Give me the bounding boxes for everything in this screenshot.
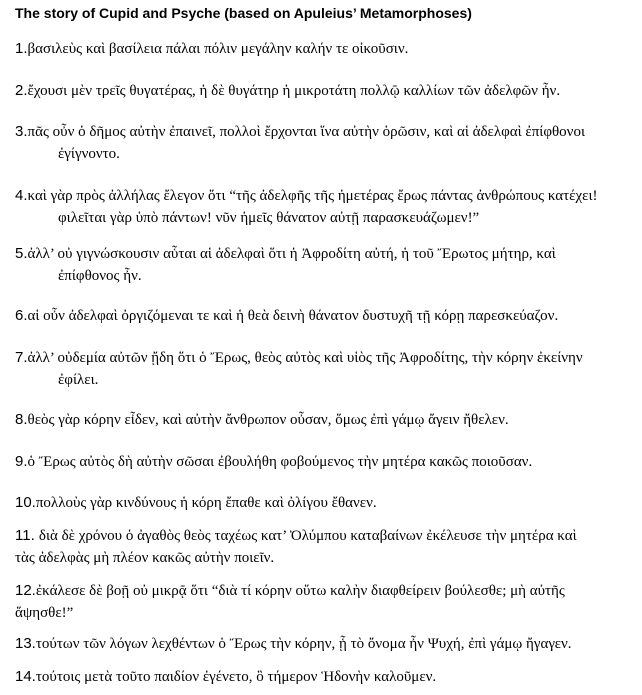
sentence-continuation: τὰς ἀδελφὰς μὴ πλέον κακῶς αὐτὴν ποιεῖν. xyxy=(15,550,275,566)
sentence-number: 5. xyxy=(15,245,28,262)
sentence-12 xyxy=(15,580,639,624)
sentence-11 xyxy=(15,525,639,569)
sentence-continuation: ἐγίγνοντο. xyxy=(58,146,120,162)
sentence-text: πᾶς οὖν ὁ δῆμος αὐτὴν ἐπαινεῖ, πολλοὶ ἔρχονται ἵνα αὐτὴν ὁρῶσιν, καὶ αἱ ἀδελφαὶ ἐπίφθονοι xyxy=(27,124,585,140)
sentence-text: βασιλεὺς καὶ βασίλεια πάλαι πόλιν μεγάλην καλήν τε οἰκοῦσιν. xyxy=(27,41,409,57)
sentence-continuation: ἐπίφθονος ἦν. xyxy=(58,268,142,284)
sentence-text: αἱ οὖν ἀδελφαὶ ὀργιζόμεναι τε καὶ ἡ θεὰ δεινὴ θάνατον δυστυχῆ τῇ κόρῃ παρεσκεύαζον. xyxy=(27,308,559,324)
sentence-8 xyxy=(15,409,639,431)
sentence-text: καὶ γὰρ πρὸς ἀλλήλας ἔλεγον ὅτι “τῆς ἀδελφῆς τῆς ἡμετέρας ἔρως πάντας ἀνθρώπους κατέχει! xyxy=(27,188,598,204)
sentence-3 xyxy=(15,121,639,165)
sentence-text: τούτοις μετὰ τοῦτο παιδίον ἐγένετο, ὃ τήμερον Ἡδονὴν καλοῦμεν. xyxy=(35,669,437,685)
sentence-13 xyxy=(15,633,639,655)
sentence-number: 12. xyxy=(15,582,36,599)
sentence-number: 7. xyxy=(15,349,28,366)
sentence-number: 2. xyxy=(15,82,28,99)
sentence-text: ἐκάλεσε δὲ βοῇ οὐ μικρᾷ ὅτι “διὰ τί κόρην οὕτω καλὴν διαφθείρειν βούλεσθε; μὴ αὐτῆς xyxy=(35,583,565,599)
sentence-text: ἀλλ’ οὐδεμία αὐτῶν ᾔδη ὅτι ὁ Ἔρως, θεὸς αὐτὸς καὶ υἱὸς τῆς Ἀφροδίτης, τὴν κόρην ἐκείνην xyxy=(27,350,583,366)
sentence-number: 9. xyxy=(15,453,28,470)
sentence-text: διὰ δὲ χρόνου ὁ ἀγαθὸς θεὸς ταχέως κατ’ Ὀλύμπου καταβαίνων ἐκέλευσε τὴν μητέρα καὶ xyxy=(38,528,577,544)
sentence-number: 3. xyxy=(15,123,28,140)
sentence-text: πολλοὺς γὰρ κινδύνους ἡ κόρη ἔπαθε καὶ ὀλίγου ἔθανεν. xyxy=(35,495,377,511)
sentence-2 xyxy=(15,80,639,102)
sentence-number: 8. xyxy=(15,411,28,428)
sentence-1 xyxy=(15,38,639,60)
sentence-continuation: ἐφίλει. xyxy=(58,372,99,388)
sentence-number: 14. xyxy=(15,668,36,685)
sentence-text: τούτων τῶν λόγων λεχθέντων ὁ Ἔρως τὴν κόρην, ᾗ τὸ ὄνομα ἦν Ψυχή, ἐπὶ γάμῳ ἤγαγεν. xyxy=(35,636,572,652)
sentence-number: 13. xyxy=(15,635,36,652)
sentence-14 xyxy=(15,666,639,688)
document-title: The story of Cupid and Psyche (based on Apuleius’ Metamorphoses) xyxy=(15,5,472,21)
sentence-text: ὁ Ἔρως αὐτὸς δὴ αὐτὴν σῶσαι ἐβουλήθη φοβούμενος τὴν μητέρα κακῶς ποιοῦσαν. xyxy=(27,454,533,470)
sentence-number: 10. xyxy=(15,494,36,511)
sentence-9 xyxy=(15,451,639,473)
sentence-7 xyxy=(15,347,639,391)
sentence-continuation: φιλεῖται γὰρ ὑπὸ πάντων! νῦν ἡμεῖς θάνατον αὐτῇ παρασκευάζωμεν!” xyxy=(58,210,480,226)
sentence-number: 6. xyxy=(15,307,28,324)
sentence-number: 11. xyxy=(15,527,39,544)
sentence-continuation: ἅψησθε!” xyxy=(15,605,74,621)
sentence-text: ἀλλ’ οὐ γιγνώσκουσιν αὗται αἱ ἀδελφαὶ ὅτι ἡ Ἀφροδίτη αὐτή, ἡ τοῦ Ἔρωτος μήτηρ, καὶ xyxy=(27,246,556,262)
sentence-text: ἔχουσι μὲν τρεῖς θυγατέρας, ἡ δὲ θυγάτηρ ἡ μικροτάτη πολλῷ καλλίων τῶν ἀδελφῶν ἦν. xyxy=(27,83,561,99)
sentence-text: θεὸς γὰρ κόρην εἶδεν, καὶ αὐτὴν ἄνθρωπον οὖσαν, ὅμως ἐπὶ γάμῳ ἄγειν ἤθελεν. xyxy=(27,412,509,428)
sentence-10 xyxy=(15,492,639,514)
sentence-number: 4. xyxy=(15,187,28,204)
sentence-6 xyxy=(15,305,639,327)
sentence-5 xyxy=(15,243,639,287)
sentence-number: 1. xyxy=(15,40,28,57)
sentence-4 xyxy=(15,185,639,229)
